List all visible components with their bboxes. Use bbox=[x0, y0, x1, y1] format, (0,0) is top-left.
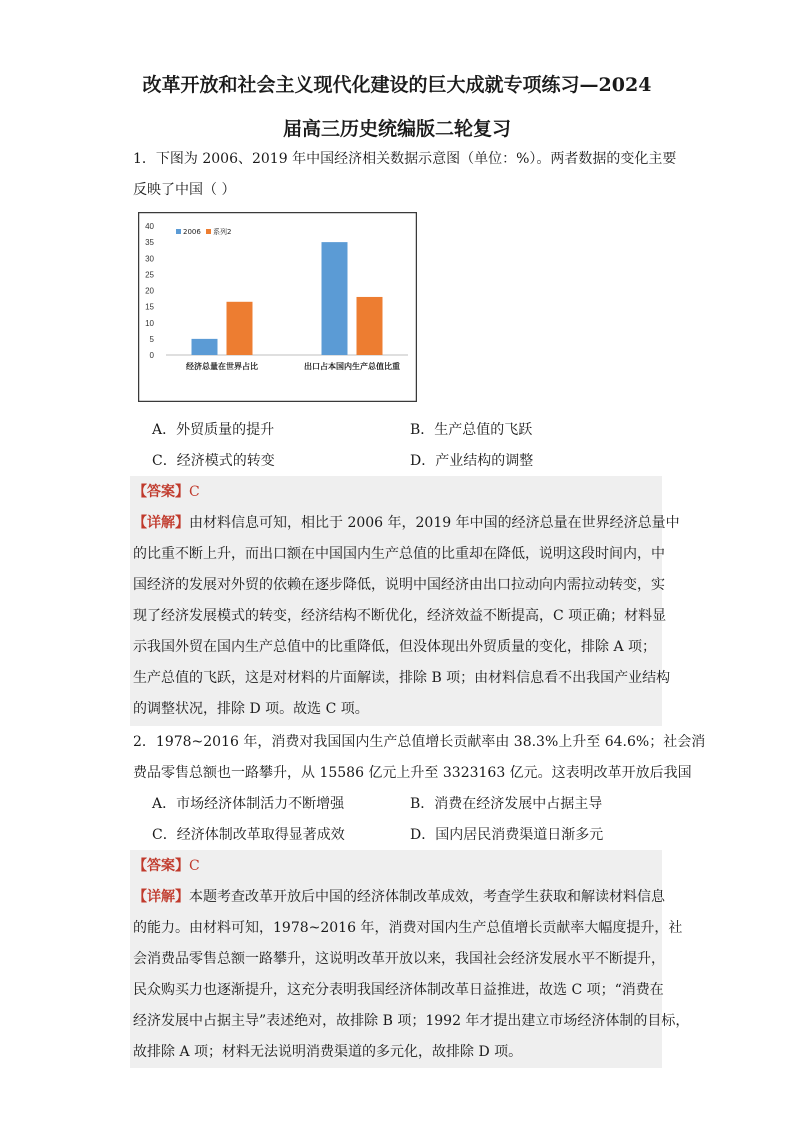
y-tick-label: 0 bbox=[149, 351, 154, 360]
bar bbox=[192, 339, 218, 355]
q1-answer-label: 【答案】 bbox=[133, 484, 189, 500]
y-tick-label: 30 bbox=[145, 254, 154, 264]
y-tick-label: 40 bbox=[145, 222, 154, 231]
legend-label: 2006 bbox=[183, 228, 201, 236]
q1-detail-line: 国经济的发展对外贸的依赖在逐步降低，说明中国经济由出口拉动向内需拉动转变，实 bbox=[133, 577, 665, 593]
q2-answer-label: 【答案】 bbox=[133, 858, 189, 874]
q1-chart bbox=[138, 212, 417, 402]
q1-detail-line: 的调整状况，排除 D 项。故选 C 项。 bbox=[133, 701, 369, 717]
bar bbox=[322, 242, 348, 355]
q1-detail-text: 由材料信息可知，相比于 2006 年，2019 年中国的经济总量在世界经济总量中 bbox=[189, 515, 680, 531]
q1-detail-label: 【详解】 bbox=[133, 515, 189, 531]
q2-answer bbox=[133, 859, 200, 873]
y-tick-label: 10 bbox=[145, 318, 154, 328]
legend-label: 系列2 bbox=[213, 228, 232, 236]
q1-option-a[interactable]: A．外贸质量的提升 bbox=[152, 422, 275, 438]
bar bbox=[357, 297, 383, 355]
q2-detail-text: 本题考查改革开放后中国的经济体制改革成效，考查学生获取和解读材料信息 bbox=[189, 889, 665, 905]
y-tick-label: 25 bbox=[145, 270, 154, 280]
q1-option-c[interactable]: C．经济模式的转变 bbox=[152, 453, 275, 469]
q1-stem-line1: 1．下图为 2006、2019 年中国经济相关数据示意图（单位：%）。两者数据的变化主要 bbox=[133, 151, 677, 167]
q2-detail-line: 民众购买力也逐渐提升，这充分表明我国经济体制改革日益推进，故选 C 项；“消费在 bbox=[133, 982, 664, 998]
q1-detail-line bbox=[133, 516, 680, 530]
y-tick-label: 20 bbox=[145, 286, 154, 296]
q1-detail-line: 示我国外贸在国内生产总值中的比重降低，但没体现出外贸质量的变化，排除 A 项； bbox=[133, 639, 657, 655]
q2-detail-line: 会消费品零售总额一路攀升，这说明改革开放以来，我国社会经济发展水平不断提升， bbox=[133, 951, 665, 967]
q2-option-c[interactable]: C．经济体制改革取得显著成效 bbox=[152, 827, 345, 843]
q2-option-b[interactable]: B．消费在经济发展中占据主导 bbox=[410, 796, 603, 812]
q2-detail-line: 的能力。由材料可知，1978~2016 年，消费对国内生产总值增长贡献率大幅度提升，社 bbox=[133, 920, 683, 936]
q1-option-b[interactable]: B．生产总值的飞跃 bbox=[410, 422, 533, 438]
q1-answer-value: C bbox=[189, 484, 200, 500]
q1-answer bbox=[133, 485, 200, 499]
q2-detail-line bbox=[133, 890, 665, 904]
x-tick-label: 出口占本国内生产总值比重 bbox=[304, 362, 400, 371]
y-tick-label: 5 bbox=[149, 334, 154, 344]
q1-detail-line: 现了经济发展模式的转变，经济结构不断优化，经济效益不断提高，C 项正确；材料显 bbox=[133, 608, 667, 624]
q1-detail-line: 的比重不断上升，而出口额在中国国内生产总值的比重却在降低，说明这段时间内，中 bbox=[133, 546, 665, 562]
legend-swatch bbox=[176, 229, 181, 234]
q2-option-a[interactable]: A．市场经济体制活力不断增强 bbox=[152, 796, 345, 812]
x-tick-label: 经济总量在世界占比 bbox=[186, 362, 258, 371]
q1-stem-line2: 反映了中国（ ） bbox=[133, 182, 236, 198]
q1-detail-line: 生产总值的飞跃，这是对材料的片面解读，排除 B 项；由材料信息看不出我国产业结构 bbox=[133, 670, 671, 686]
q2-stem-line1: 2．1978~2016 年，消费对我国国内生产总值增长贡献率由 38.3%上升至 64.6%；社会消 bbox=[133, 734, 706, 750]
y-tick-label: 35 bbox=[145, 238, 154, 248]
q2-detail-line: 故排除 A 项；材料无法说明消费渠道的多元化，故排除 D 项。 bbox=[133, 1044, 523, 1060]
legend-swatch bbox=[206, 229, 211, 234]
q2-stem-line2: 费品零售总额也一路攀升，从 15586 亿元上升至 3323163 亿元。这表明改革开放后我国 bbox=[133, 765, 692, 781]
y-tick-label: 15 bbox=[145, 302, 154, 312]
q1-option-d[interactable]: D．产业结构的调整 bbox=[410, 453, 534, 469]
q1-answer-panel bbox=[130, 476, 662, 726]
page-title-line1: 改革开放和社会主义现代化建设的巨大成就专项练习—2024 bbox=[142, 74, 652, 96]
q2-answer-value: C bbox=[189, 858, 200, 874]
q2-option-d[interactable]: D．国内居民消费渠道日渐多元 bbox=[410, 827, 604, 843]
q2-detail-line: 经济发展中占据主导”表述绝对，故排除 B 项；1992 年才提出建立市场经济体制的目标， bbox=[133, 1013, 690, 1029]
page-title-line2: 届高三历史统编版二轮复习 bbox=[282, 118, 511, 140]
bar bbox=[227, 302, 253, 355]
q2-detail-label: 【详解】 bbox=[133, 889, 189, 905]
